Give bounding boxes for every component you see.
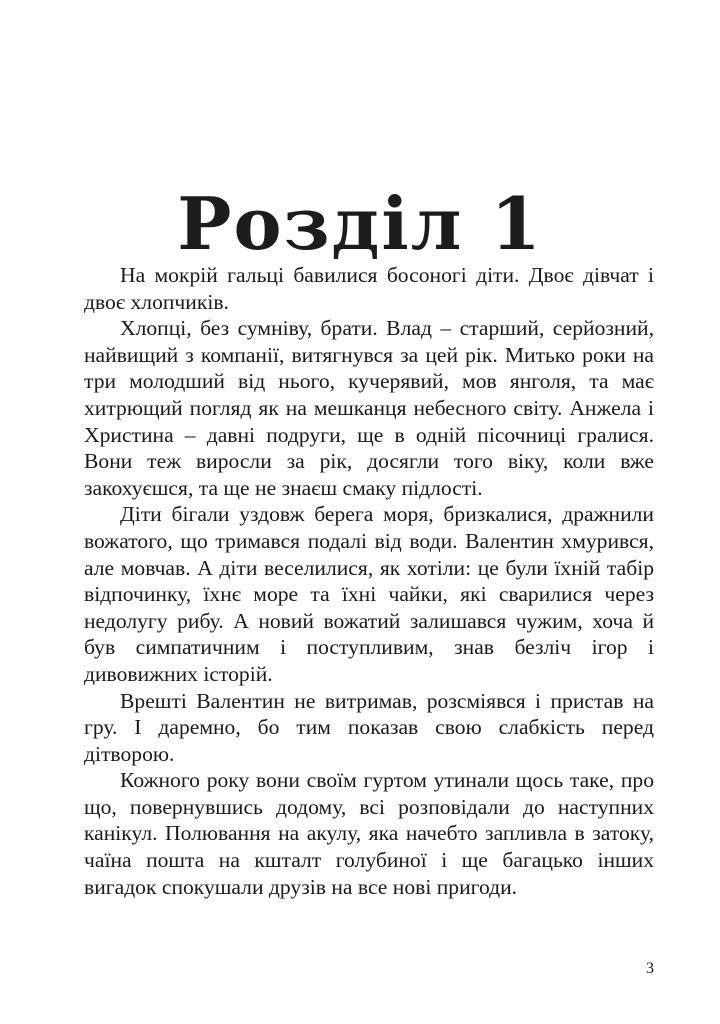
paragraph: На мокрій гальці бавилися босоногі діти. Двоє дівчат і двоє хлопчиків. <box>84 263 654 314</box>
paragraph: Хлопці, без сумніву, брати. Влад – старший, серйозний, найвищий з компанії, витягнувся за цей рік. Митько роки на три молодший від нього, кучерявий, мов янголя, та має хитрющий погляд як на мешканця небесного світу. Анжела і Христина – давні подруги, ще в одній пісочниці гралися. Вони теж виросли за рік, досягли того віку, коли вже закохуєшся, та ще не знаєш смаку підлості. <box>84 316 654 500</box>
chapter-title-text: Розділ 1 <box>177 181 543 267</box>
page-number: 3 <box>646 960 654 977</box>
chapter-title <box>0 181 720 267</box>
paragraph: Кожного року вони своїм гуртом утинали щось таке, про що, повернувшись додому, всі розповідали до наступних канікул. Полювання на акулу, яка начебто запливла в затоку, чаїна пошта на кшталт голубиної і ще багацько інших вигадок спокушали друзів на все нові пригоди. <box>84 768 654 899</box>
paragraph: Діти бігали уздовж берега моря, бризкалися, дражнили вожатого, що тримався подалі від води. Валентин хмурився, але мовчав. А діти веселилися, як хотіли: це були їхній табір відпочинку, їхнє море та їхні чайки, які сварилися через недолугу рибу. А новий вожатий залишався чужим, хоча й був симпатичним і поступливим, знав безліч ігор і дивовижних історій. <box>84 502 654 686</box>
chapter-body <box>84 262 654 900</box>
paragraph: Врешті Валентин не витримав, розсміявся і пристав на гру. І даремно, бо тим показав свою слабкість перед дітворою. <box>84 688 654 766</box>
